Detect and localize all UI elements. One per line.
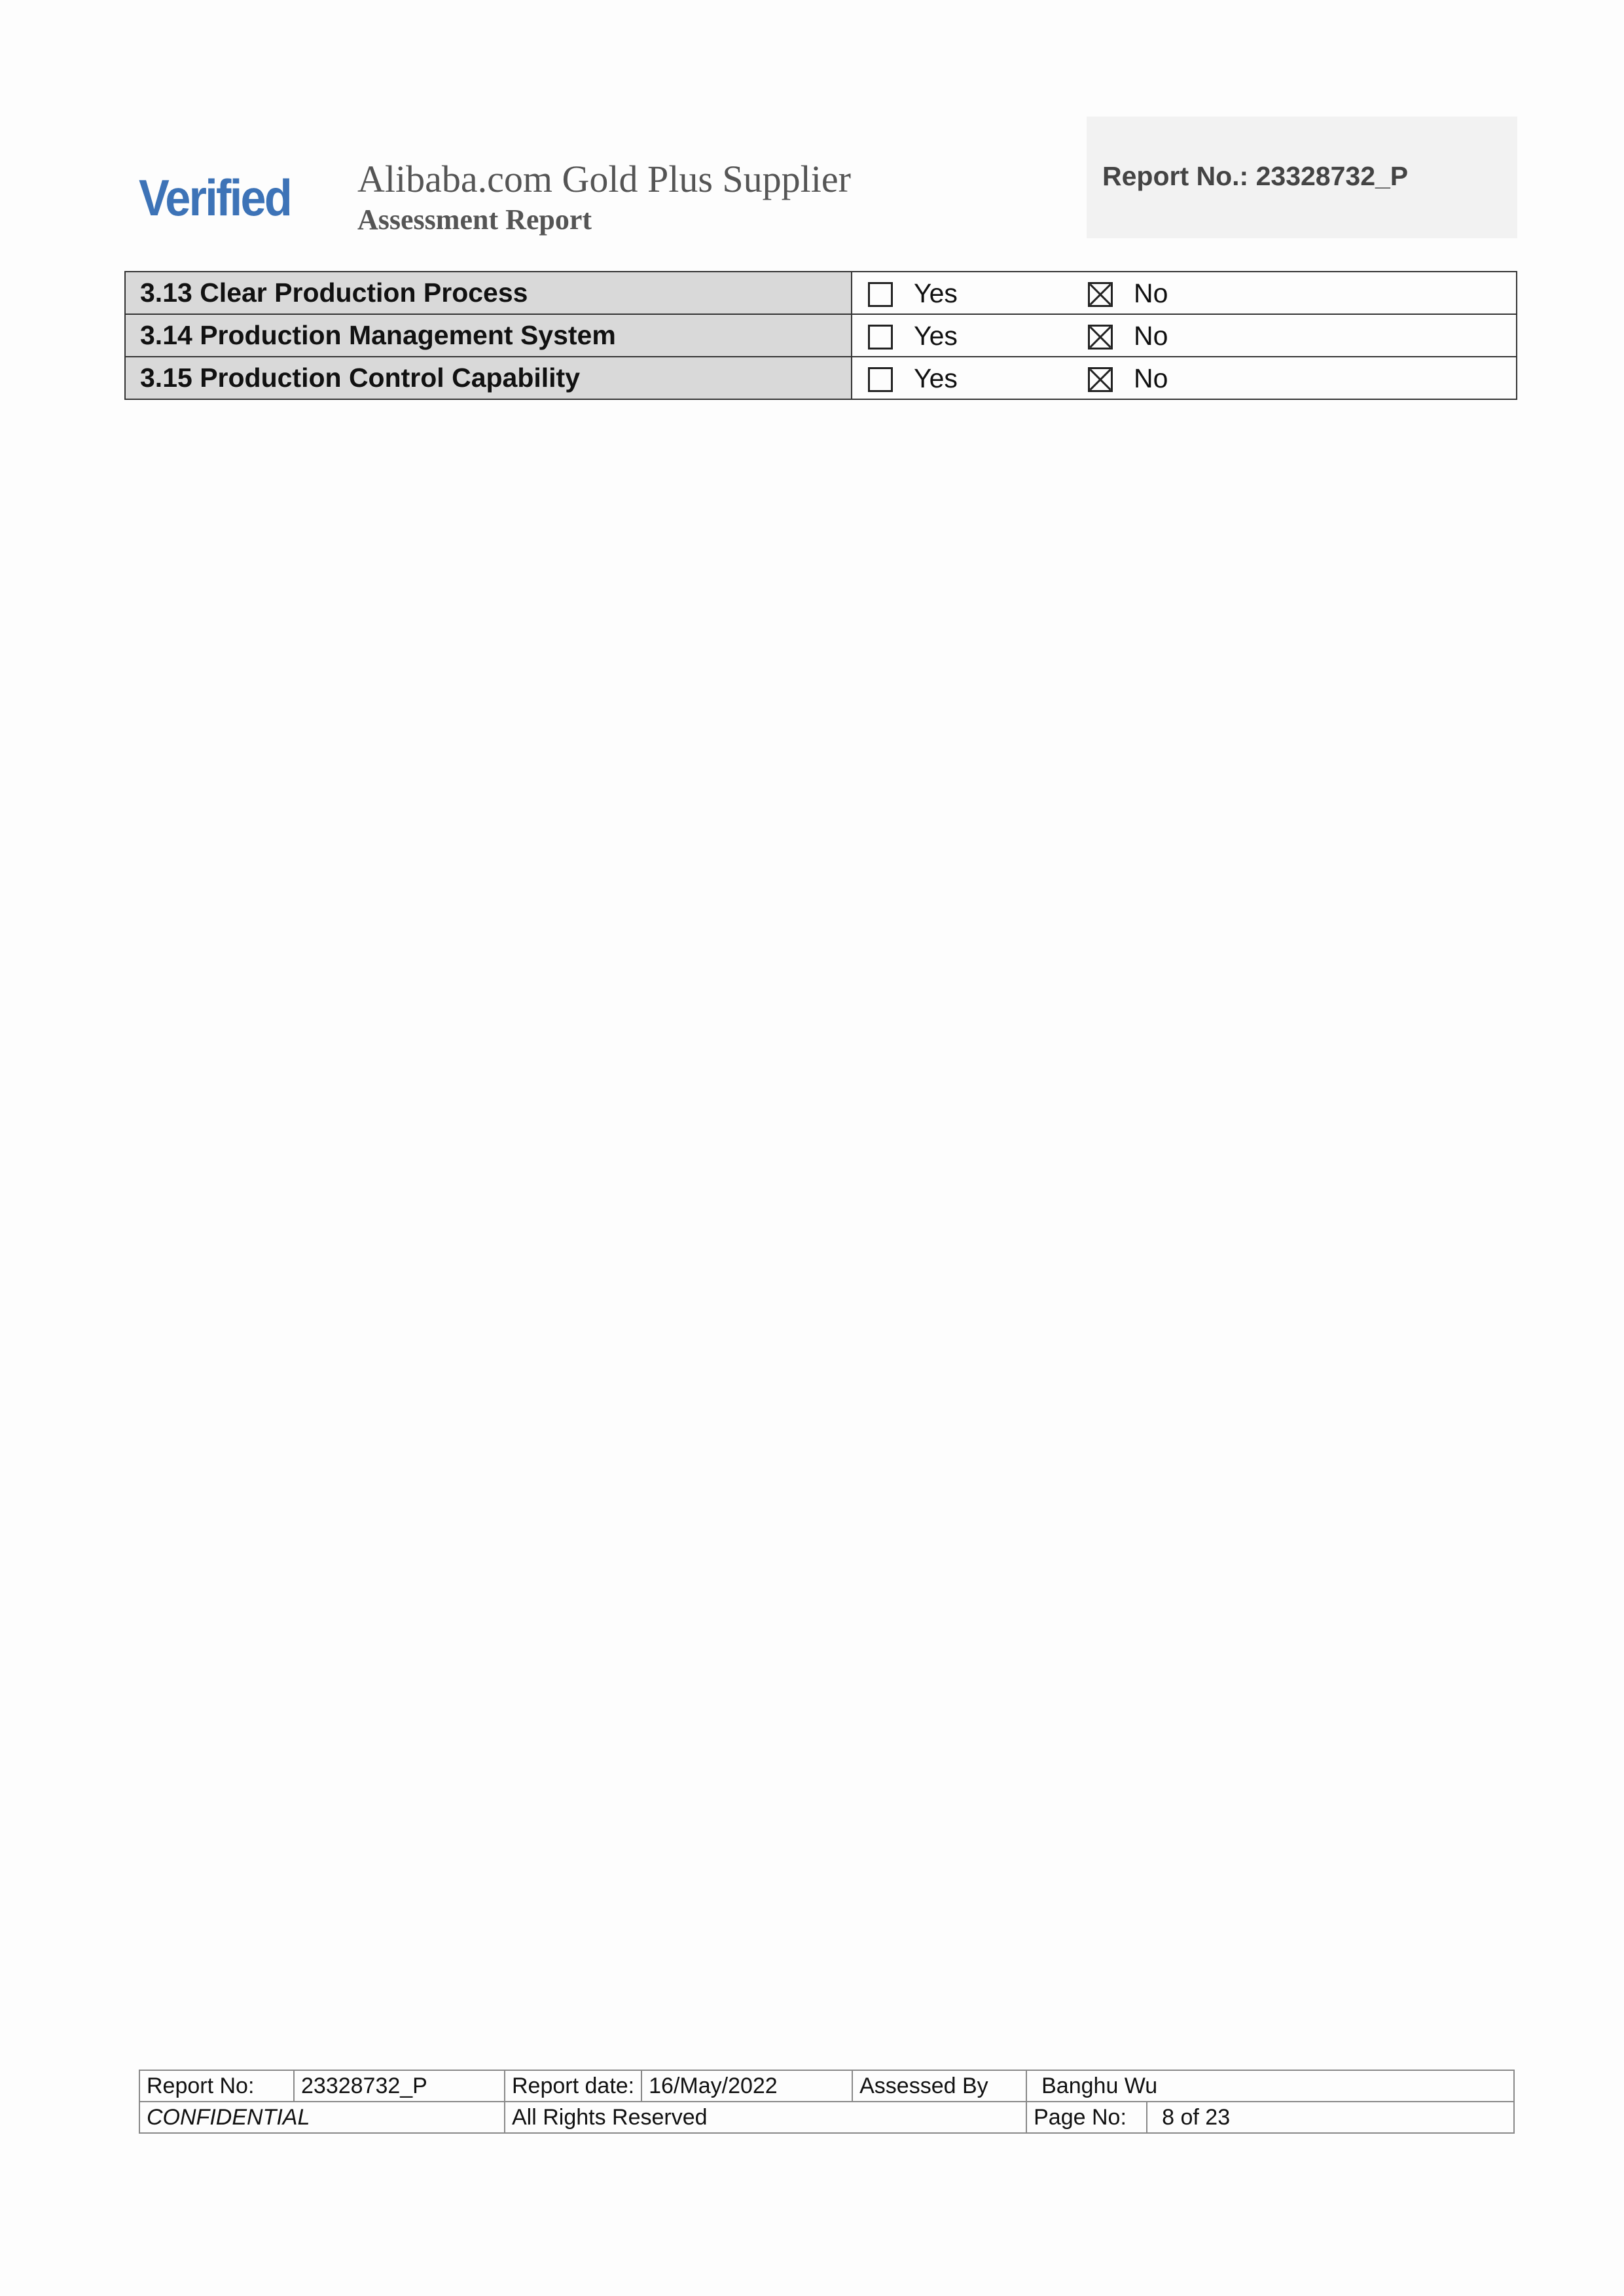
logo-text: Verified [139,169,291,226]
footer-assessed-by-label: Assessed By [852,2070,1026,2102]
item-options [852,357,1517,399]
verified-logo [139,165,304,230]
footer-report-no-label: Report No: [139,2070,294,2102]
table-row [125,357,1517,399]
footer-report-date-label: Report date: [505,2070,641,2102]
report-number-box [1087,117,1517,238]
option-no-label: No [1134,278,1168,308]
item-label: 3.14 Production Management System [125,314,852,357]
option-no-label: No [1134,321,1168,351]
checkbox-yes[interactable] [868,282,893,307]
item-options [852,272,1517,314]
item-label: 3.15 Production Control Capability [125,357,852,399]
document-title: Alibaba.com Gold Plus Supplier [357,158,851,200]
checkbox-yes[interactable] [868,325,893,350]
footer-rights: All Rights Reserved [505,2102,1026,2133]
report-number: Report No.: 23328732_P [1102,161,1409,191]
footer-confidential: CONFIDENTIAL [139,2102,505,2133]
checkbox-no[interactable] [1088,282,1113,307]
footer-page-value: 8 of 23 [1147,2102,1514,2133]
table-row [125,272,1517,314]
assessment-items-table [124,271,1517,400]
option-yes-label: Yes [914,363,958,393]
checkbox-no[interactable] [1088,325,1113,350]
option-yes-label: Yes [914,321,958,351]
footer-row [139,2102,1514,2133]
document-subtitle: Assessment Report [357,204,592,236]
option-yes-label: Yes [914,278,958,308]
footer-row [139,2070,1514,2102]
page-footer [139,2070,1515,2134]
option-no-label: No [1134,363,1168,393]
table-row [125,314,1517,357]
item-options [852,314,1517,357]
checkbox-no[interactable] [1088,367,1113,392]
footer-assessed-by-value: Banghu Wu [1026,2070,1514,2102]
footer-page-label: Page No: [1026,2102,1147,2133]
footer-report-date-value: 16/May/2022 [641,2070,852,2102]
checkbox-yes[interactable] [868,367,893,392]
footer-report-no-value: 23328732_P [294,2070,505,2102]
item-label: 3.13 Clear Production Process [125,272,852,314]
